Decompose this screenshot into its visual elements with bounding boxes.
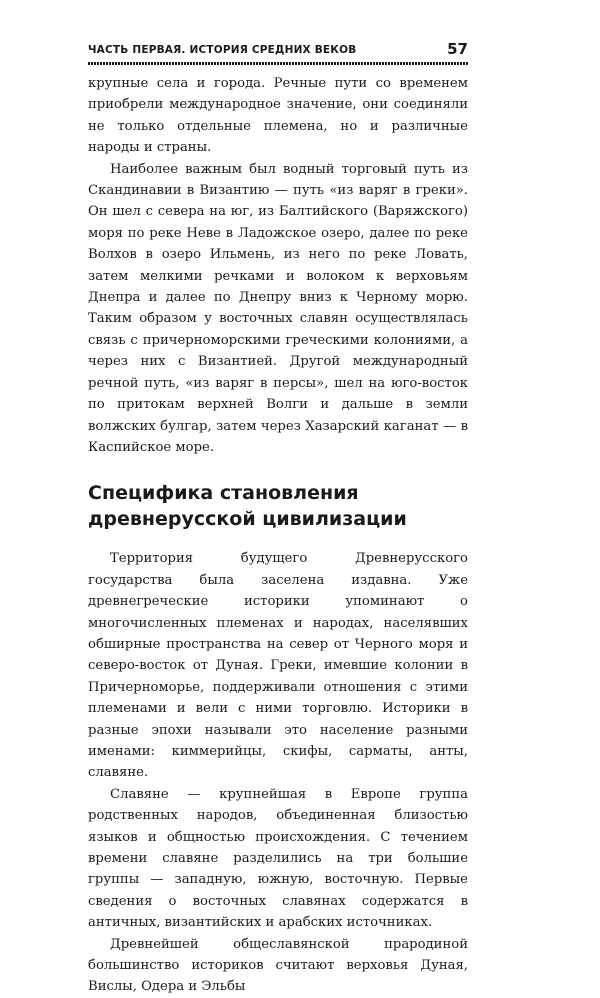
paragraph: Древнейшей общеславянской прародиной большинство историков считают верховья Дуная, Вислы, Одера и Эльбы [88, 936, 468, 995]
page-number: 57 [447, 40, 468, 58]
paragraph: Славяне — крупнейшая в Европе группа родственных народов, объединенная близостью языков и общностью происхождения. С течением времени славяне разделились на три большие группы — западную, южную, восточную. Первые сведения о восточных славянах содержатся в античных, византийских и арабских источниках. [88, 786, 468, 931]
header-divider [88, 62, 468, 65]
running-head [88, 40, 468, 62]
paragraph: Наиболее важным был водный торговый путь из Скандинавии в Византию — путь «из варяг в греки». Он шел с севера на юг, из Балтийского (Варяжского) моря по реке Неве в Ладожское озеро, далее по реке Волхов в озеро Ильмень, из него по реке Ловать, затем мелкими речками и волоком к верховьям Днепра и далее по Днепру вниз к Черному морю. Таким образом у восточных славян осуществлялась связь с причерноморскими греческими колониями, а через них с Византией. Другой международный речной путь, «из варяг в персы», шел на юго-восток по притокам верхней Волги и дальше в земли волжских булгар, затем через Хазарский каганат — в Каспийское море. [88, 161, 468, 455]
section-heading [88, 480, 468, 532]
section-heading-line: древнерусской цивилизации [88, 508, 407, 531]
running-title: ЧАСТЬ ПЕРВАЯ. ИСТОРИЯ СРЕДНИХ ВЕКОВ [88, 44, 357, 56]
paragraph: крупные села и города. Речные пути со временем приобрели международное значение, они соединяли не только отдельные племена, но и различные народы и страны. [88, 76, 468, 156]
paragraph: Территория будущего Древнерусского государства была заселена издавна. Уже древнегреческие историки упоминают о многочисленных племенах и народах, населявших обширные пространства на север от Черного моря и северо-восток от Дуная. Греки, имевшие колонии в Причерноморье, поддерживали отношения с этими племенами и вели с ними торговлю. Историки в разные эпохи называли это население разными именами: киммерийцы, скифы, сарматы, анты, славяне. [88, 551, 468, 781]
page-body [88, 73, 468, 998]
section-heading-line: Специфика становления [88, 482, 359, 505]
